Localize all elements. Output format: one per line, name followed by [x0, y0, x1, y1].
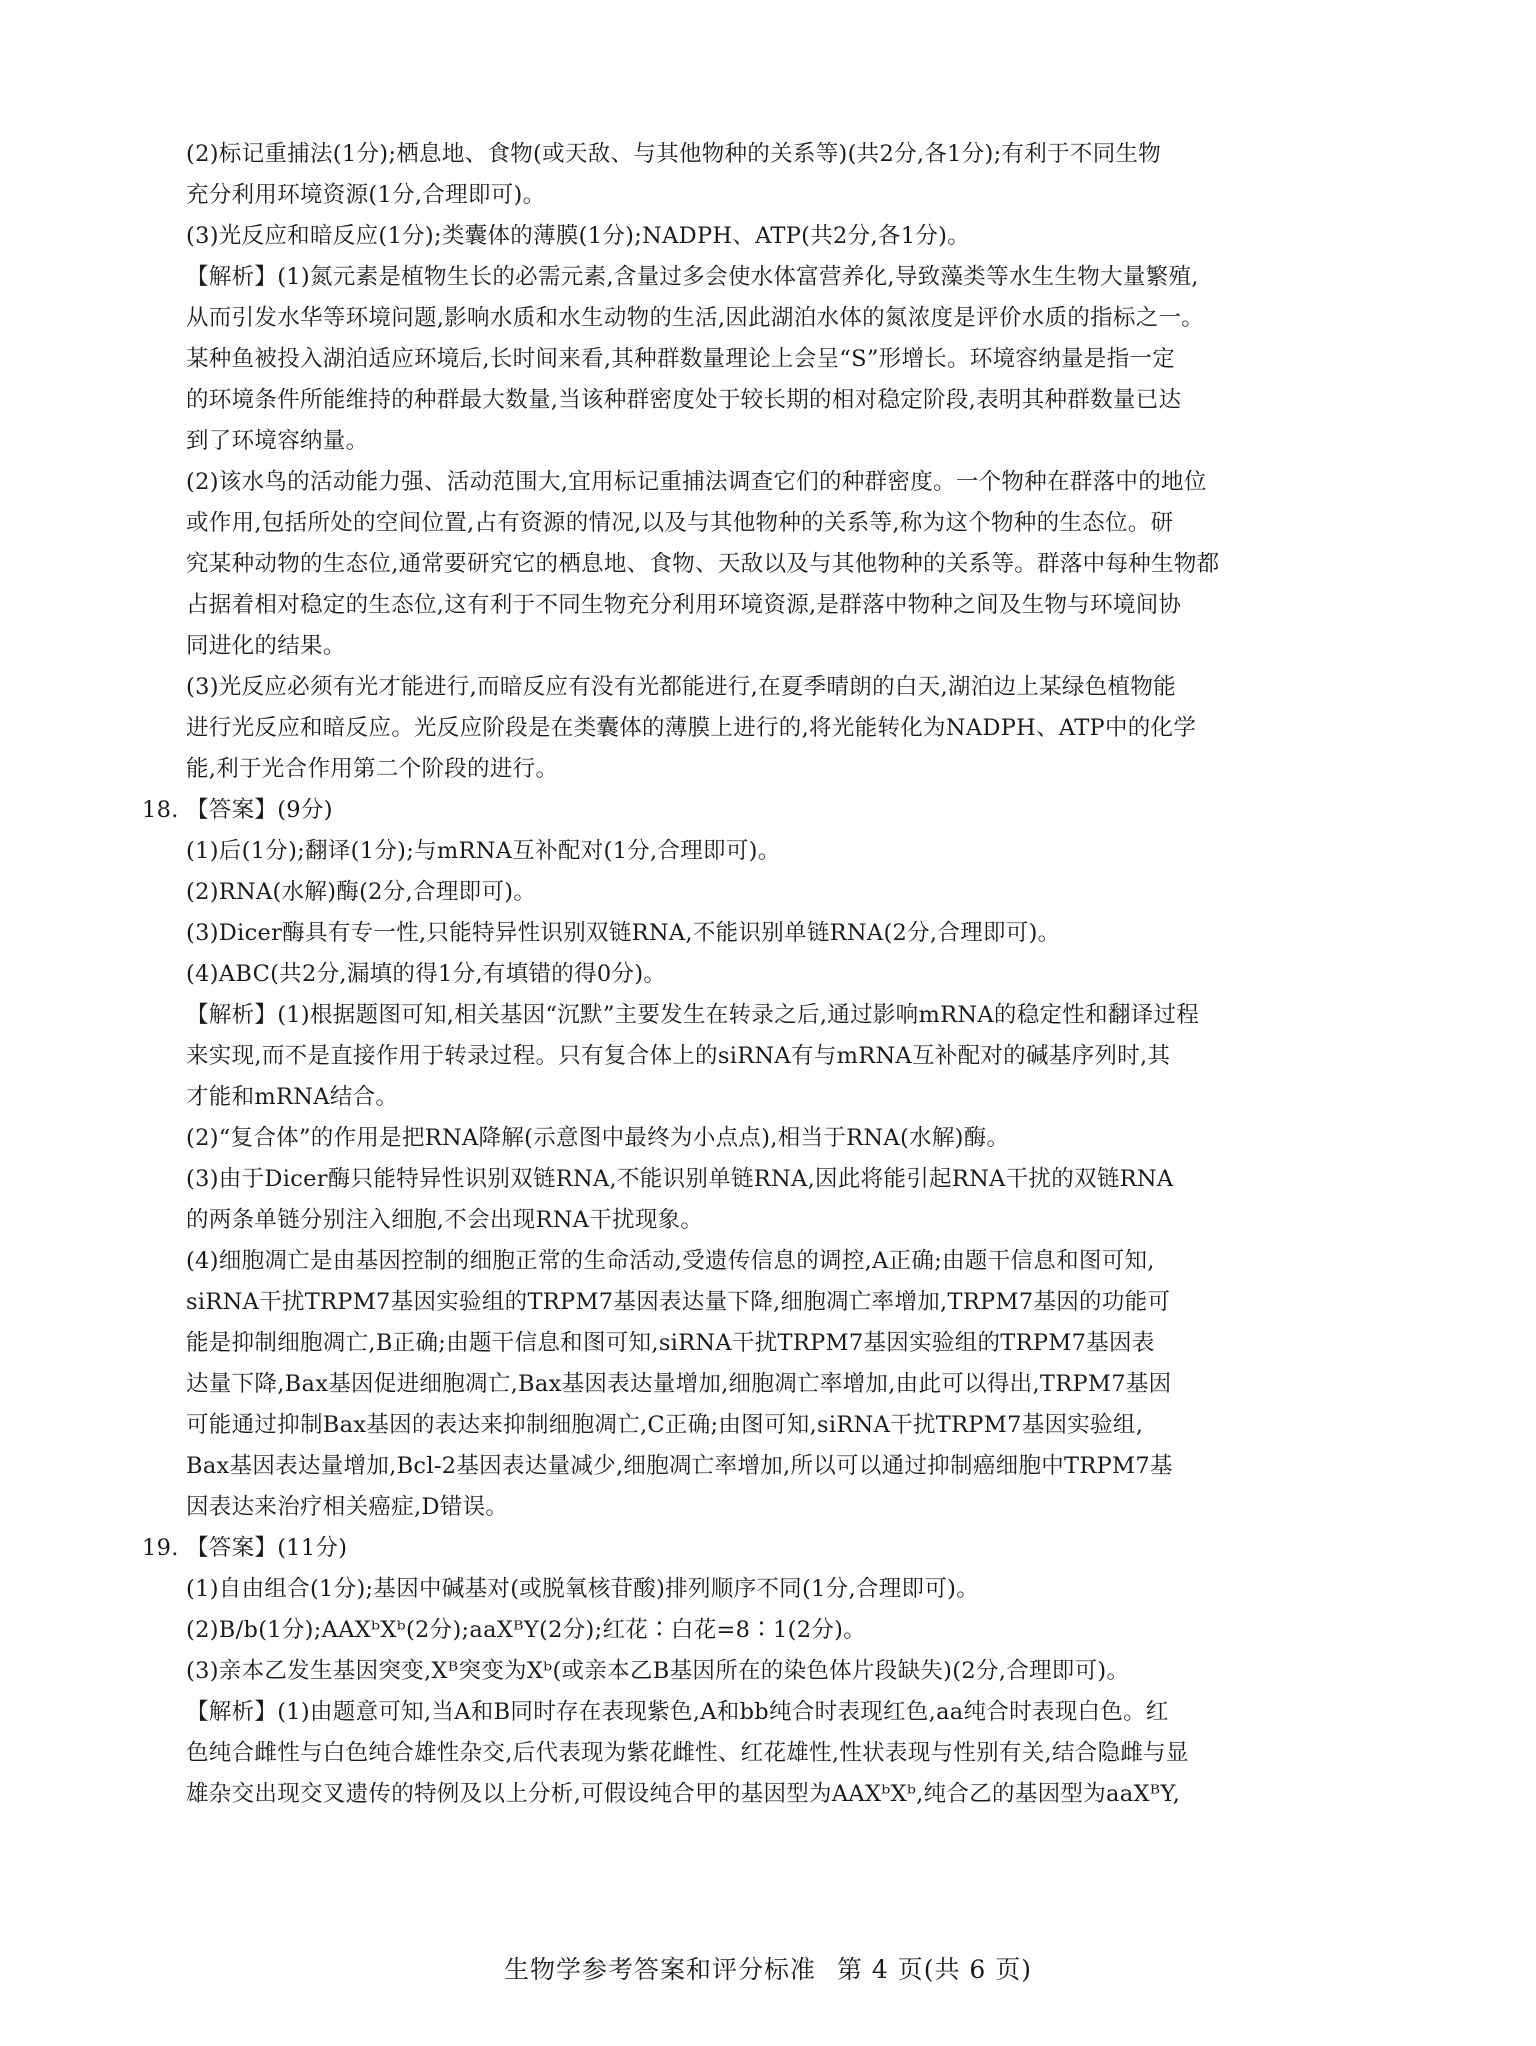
question-answer-label: 【答案】(11分): [186, 1535, 348, 1561]
text-line: (2)该水鸟的活动能力强、活动范围大,宜用标记重捕法调查它们的种群密度。一个物种在群落中的地位: [186, 469, 1207, 495]
question-heading: [142, 1528, 1376, 1569]
text-line: 究某种动物的生态位,通常要研究它的栖息地、食物、天敌以及与其他物种的关系等。群落中每种生物都: [186, 551, 1220, 577]
text-line: 从而引发水华等环境问题,影响水质和水生动物的生活,因此湖泊水体的氮浓度是评价水质的指标之一。: [186, 305, 1205, 331]
text-line: (2)RNA(水解)酶(2分,合理即可)。: [186, 879, 537, 905]
question-number: 18.: [142, 797, 179, 823]
text-line: 因表达来治疗相关癌症,D错误。: [186, 1494, 509, 1520]
answer-content: [142, 134, 1376, 1815]
text-line: 才能和mRNA结合。: [186, 1084, 399, 1110]
text-line: (3)由于Dicer酶只能特异性识别双链RNA,不能识别单链RNA,因此将能引起RNA干扰的双链RNA: [186, 1166, 1174, 1192]
text-line: (2)“复合体”的作用是把RNA降解(示意图中最终为小点点),相当于RNA(水解)酶。: [186, 1125, 1010, 1151]
text-line: 【解析】(1)根据题图可知,相关基因“沉默”主要发生在转录之后,通过影响mRNA的稳定性和翻译过程: [186, 1002, 1200, 1028]
text-line: 【解析】(1)氮元素是植物生长的必需元素,含量过多会使水体富营养化,导致藻类等水生生物大量繁殖,: [186, 264, 1199, 290]
text-line: (4)ABC(共2分,漏填的得1分,有填错的得0分)。: [186, 961, 667, 987]
text-line: 占据着相对稳定的生态位,这有利于不同生物充分利用环境资源,是群落中物种之间及生物与环境间协: [186, 592, 1182, 618]
text-line: (3)Dicer酶具有专一性,只能特异性识别双链RNA,不能识别单链RNA(2分,合理即可)。: [186, 920, 1061, 946]
text-line: 能是抑制细胞凋亡,B正确;由题干信息和图可知,siRNA干扰TRPM7基因实验组的TRPM7基因表: [186, 1330, 1155, 1356]
text-line: 【解析】(1)由题意可知,当A和B同时存在表现紫色,A和bb纯合时表现红色,aa纯合时表现白色。红: [186, 1699, 1169, 1725]
text-line: (2)B/b(1分);AAXᵇXᵇ(2分);aaXᴮY(2分);红花∶白花=8∶1(2分)。: [186, 1617, 867, 1643]
text-line: Bax基因表达量增加,Bcl-2基因表达量减少,细胞凋亡率增加,所以可以通过抑制癌细胞中TRPM7基: [186, 1453, 1173, 1479]
text-line: 同进化的结果。: [186, 633, 346, 659]
text-line: (1)自由组合(1分);基因中碱基对(或脱氧核苷酸)排列顺序不同(1分,合理即可)。: [186, 1576, 980, 1602]
question-number: 19.: [142, 1535, 179, 1561]
text-line: (4)细胞凋亡是由基因控制的细胞正常的生命活动,受遗传信息的调控,A正确;由题干信息和图可知,: [186, 1248, 1155, 1274]
text-line: 来实现,而不是直接作用于转录过程。只有复合体上的siRNA有与mRNA互补配对的碱基序列时,其: [186, 1043, 1171, 1069]
footer-page-number: 第 4 页(共 6 页): [836, 1955, 1033, 1984]
text-line: (1)后(1分);翻译(1分);与mRNA互补配对(1分,合理即可)。: [186, 838, 781, 864]
question-heading: [142, 790, 1376, 831]
text-line: 雄杂交出现交叉遗传的特例及以上分析,可假设纯合甲的基因型为AAXᵇXᵇ,纯合乙的基因型为aaXᴮY,: [186, 1781, 1181, 1807]
text-line: 充分利用环境资源(1分,合理即可)。: [186, 182, 546, 208]
text-line: siRNA干扰TRPM7基因实验组的TRPM7基因表达量下降,细胞凋亡率增加,TRPM7基因的功能可: [186, 1289, 1171, 1315]
text-line: (3)亲本乙发生基因突变,Xᴮ突变为Xᵇ(或亲本乙B基因所在的染色体片段缺失)(2分,合理即可)。: [186, 1658, 1130, 1684]
text-line: 色纯合雌性与白色纯合雄性杂交,后代表现为紫花雌性、红花雄性,性状表现与性别有关,结合隐雌与显: [186, 1740, 1189, 1766]
text-line: 的两条单链分别注入细胞,不会出现RNA干扰现象。: [186, 1207, 704, 1233]
text-line: 能,利于光合作用第二个阶段的进行。: [186, 756, 559, 782]
question-answer-label: 【答案】(9分): [186, 797, 333, 823]
text-line: 的环境条件所能维持的种群最大数量,当该种群密度处于较长期的相对稳定阶段,表明其种群数量已达: [186, 387, 1182, 413]
text-line: (3)光反应和暗反应(1分);类囊体的薄膜(1分);NADPH、ATP(共2分,各1分)。: [186, 223, 971, 249]
text-line: 某种鱼被投入湖泊适应环境后,长时间来看,其种群数量理论上会呈“S”形增长。环境容纳量是指一定: [186, 346, 1176, 372]
text-line: (2)标记重捕法(1分);栖息地、食物(或天敌、与其他物种的关系等)(共2分,各1分);有利于不同生物: [186, 141, 1162, 167]
text-line: 进行光反应和暗反应。光反应阶段是在类囊体的薄膜上进行的,将光能转化为NADPH、ATP中的化学: [186, 715, 1197, 741]
text-line: 达量下降,Bax基因促进细胞凋亡,Bax基因表达量增加,细胞凋亡率增加,由此可以得出,TRPM7基因: [186, 1371, 1172, 1397]
text-line: 或作用,包括所处的空间位置,占有资源的情况,以及与其他物种的关系等,称为这个物种的生态位。研: [186, 510, 1174, 536]
footer-title: 生物学参考答案和评分标准: [503, 1955, 816, 1984]
text-line: 到了环境容纳量。: [186, 428, 369, 454]
page-footer: [0, 1950, 1536, 1986]
text-line: (3)光反应必须有光才能进行,而暗反应有没有光都能进行,在夏季晴朗的白天,湖泊边上某绿色植物能: [186, 674, 1176, 700]
text-line: 可能通过抑制Bax基因的表达来抑制细胞凋亡,C正确;由图可知,siRNA干扰TRPM7基因实验组,: [186, 1412, 1144, 1438]
